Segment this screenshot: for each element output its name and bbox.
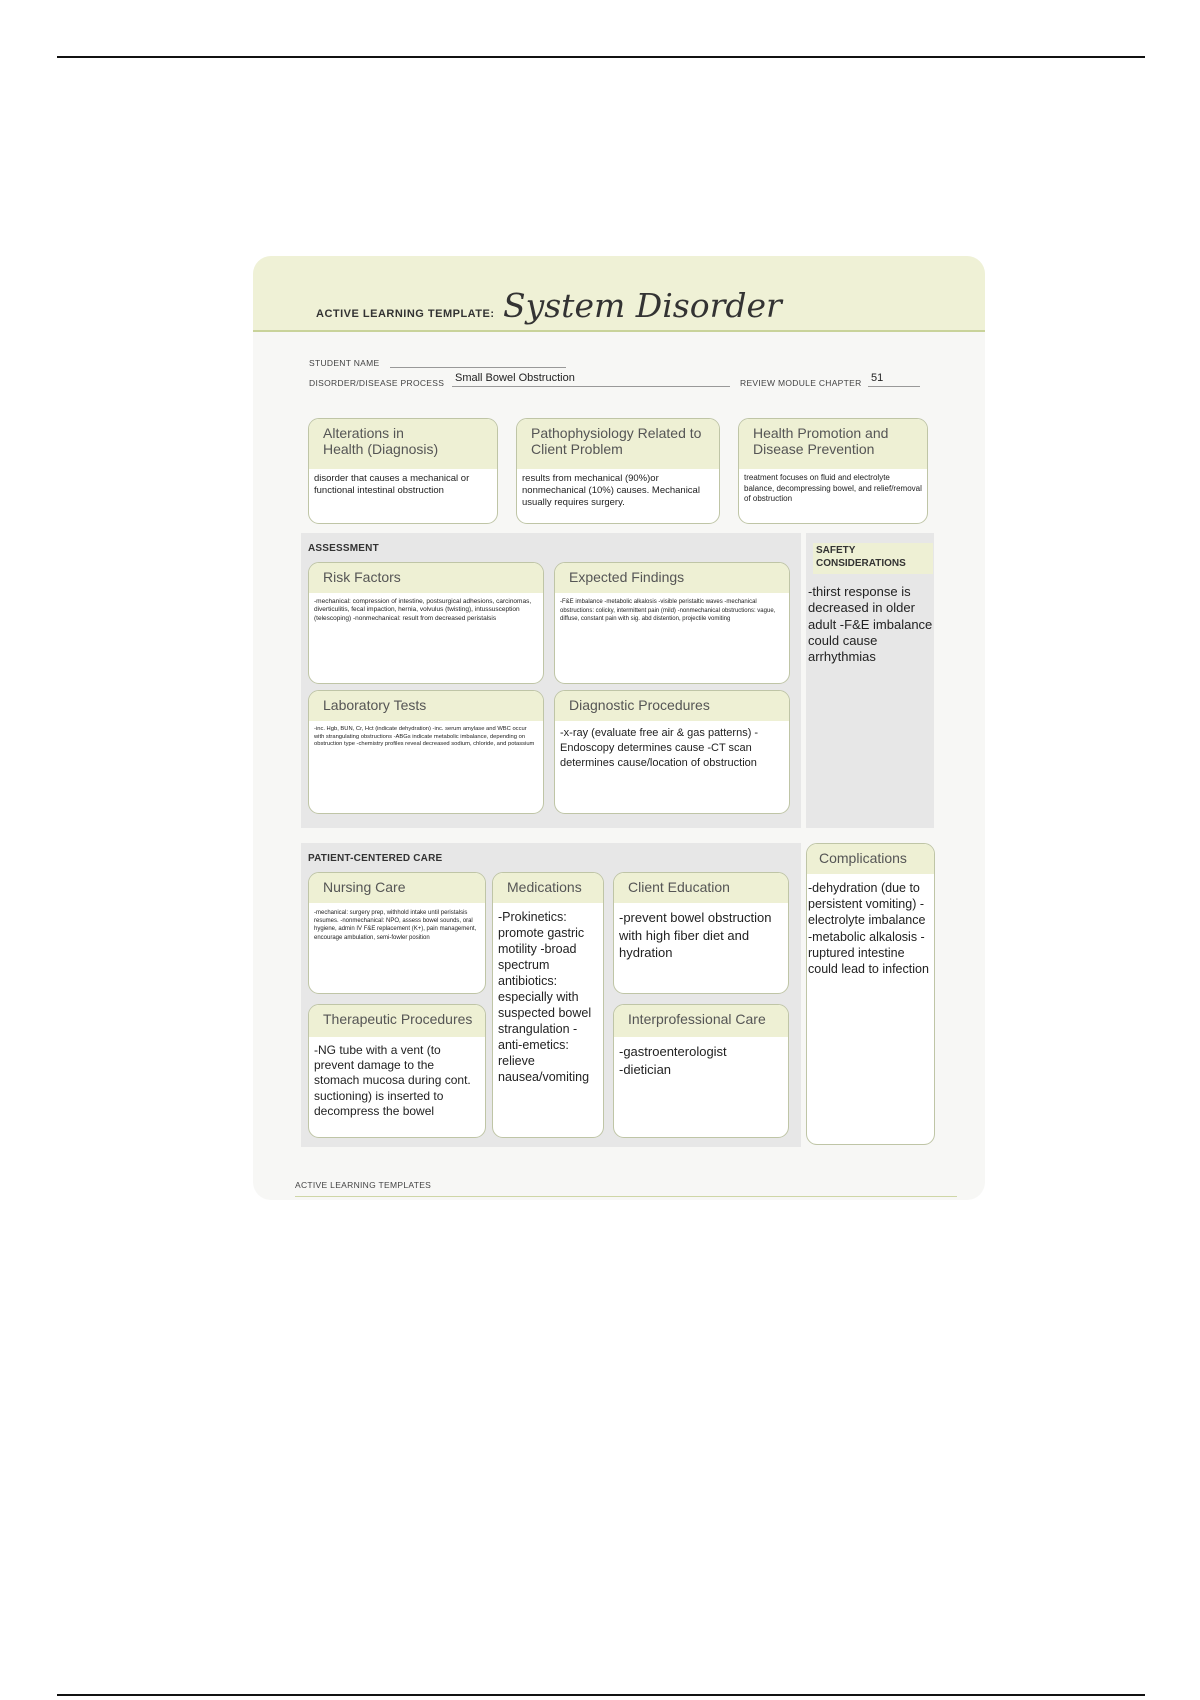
health-promotion-text: treatment focuses on fluid and electrolyte balance, decompressing bowel, and relief/removal of obstruction — [744, 473, 922, 503]
safety-title: SAFETY CONSIDERATIONS — [813, 543, 933, 574]
bottom-rule — [57, 1694, 1145, 1696]
patient-care-label: PATIENT-CENTERED CARE — [308, 853, 443, 864]
lab-tests-box — [308, 690, 544, 814]
complications-box — [806, 843, 935, 1145]
medications-title: Medications — [493, 873, 603, 903]
assessment-label: ASSESSMENT — [308, 543, 379, 554]
pathophysiology-title: Pathophysiology Related to Client Problem — [517, 419, 719, 469]
interprofessional-care-box — [613, 1004, 789, 1138]
therapeutic-procedures-text: -NG tube with a vent (to prevent damage to the stomach mucosa during cont. suctioning) is inserted to decompress the bowel — [314, 1043, 471, 1118]
student-name-label: STUDENT NAME — [309, 358, 380, 368]
template-title: System Disorder — [503, 286, 782, 325]
template-header — [253, 256, 985, 332]
health-promotion-box — [738, 418, 928, 524]
nursing-care-box — [308, 872, 486, 994]
diagnostic-procedures-text: -x-ray (evaluate free air & gas patterns) -Endoscopy determines cause -CT scan determines cause/location of obstruction — [560, 727, 759, 769]
client-education-box — [613, 872, 789, 994]
pathophysiology-box — [516, 418, 720, 524]
complications-title: Complications — [807, 844, 934, 874]
alterations-box — [308, 418, 498, 524]
client-education-title: Client Education — [614, 873, 788, 903]
client-education-text: -prevent bowel obstruction with high fiber diet and hydration — [619, 910, 772, 960]
complications-text: -dehydration (due to persistent vomiting) -electrolyte imbalance -metabolic alkalosis -ruptured intestine could lead to infection — [808, 881, 929, 977]
risk-factors-text: -mechanical: compression of intestine, postsurgical adhesions, carcinomas, diverticulitis, fecal impaction, hernia, volvulus (twisting), intussusception (telescoping) -nonmechanical: result from decreased peristalsis — [314, 598, 532, 622]
template-type-label: ACTIVE LEARNING TEMPLATE: — [316, 308, 495, 320]
footer-label: ACTIVE LEARNING TEMPLATES — [295, 1180, 432, 1190]
pathophysiology-text: results from mechanical (90%)or nonmechanical (10%) causes. Mechanical usually requires surgery. — [522, 473, 700, 508]
diagnostic-procedures-box — [554, 690, 790, 814]
student-name-line — [390, 367, 566, 368]
risk-factors-title: Risk Factors — [309, 563, 543, 593]
disorder-line — [452, 386, 730, 387]
safety-text: -thirst response is decreased in older adult -F&E imbalance could cause arrhythmias — [808, 584, 933, 665]
interprofessional-care-text: -gastroenterologist -dietician — [619, 1044, 727, 1077]
risk-factors-box — [308, 562, 544, 684]
alterations-text: disorder that causes a mechanical or functional intestinal obstruction — [314, 473, 470, 496]
nursing-care-text: -mechanical: surgery prep, withhold intake until peristalsis resumes. -nonmechanical: NPO, assess bowel sounds, oral hygiene, admin IV F&E replacement (K+), pain management, encourage ambulation, semi-fowler position — [314, 910, 477, 941]
top-rule — [57, 56, 1145, 58]
expected-findings-title: Expected Findings — [555, 563, 789, 593]
therapeutic-procedures-box — [308, 1004, 486, 1138]
review-chapter-line — [868, 386, 920, 387]
interprofessional-care-title: Interprofessional Care — [614, 1005, 788, 1037]
safety-panel — [806, 533, 934, 828]
lab-tests-text: -inc. Hgb, BUN, Cr, Hct (indicate dehydration) -inc. serum amylase and WBC occur with strangulating obstructions -ABGs indicate metabolic imbalance, depending on obstruction type -chemistry profiles reveal decreased sodium, chloride, and potassium — [314, 726, 535, 748]
therapeutic-procedures-title: Therapeutic Procedures — [309, 1005, 485, 1037]
medications-box — [492, 872, 604, 1138]
alterations-title: Alterations in Health (Diagnosis) — [309, 419, 497, 469]
health-promotion-title: Health Promotion and Disease Prevention — [739, 419, 927, 469]
lab-tests-title: Laboratory Tests — [309, 691, 543, 721]
review-chapter-label: REVIEW MODULE CHAPTER — [740, 378, 862, 388]
medications-text: -Prokinetics: promote gastric motility -broad spectrum antibiotics: especially with suspected bowel strangulation -anti-emetics: relieve nausea/vomiting — [498, 910, 592, 1084]
nursing-care-title: Nursing Care — [309, 873, 485, 903]
expected-findings-text: -F&E imbalance -metabolic alkalosis -visible peristaltic waves -mechanical obstructions: colicky, intermittent pain (mild) -nonmechanical obstructions: vague, diffuse, constant pain with sig. abd distention, projectile vomiting — [560, 599, 776, 622]
disorder-label: DISORDER/DISEASE PROCESS — [309, 378, 445, 388]
disorder-value: Small Bowel Obstruction — [455, 372, 575, 384]
review-chapter-value: 51 — [871, 372, 884, 384]
footer-line — [295, 1196, 957, 1197]
diagnostic-procedures-title: Diagnostic Procedures — [555, 691, 789, 721]
expected-findings-box — [554, 562, 790, 684]
